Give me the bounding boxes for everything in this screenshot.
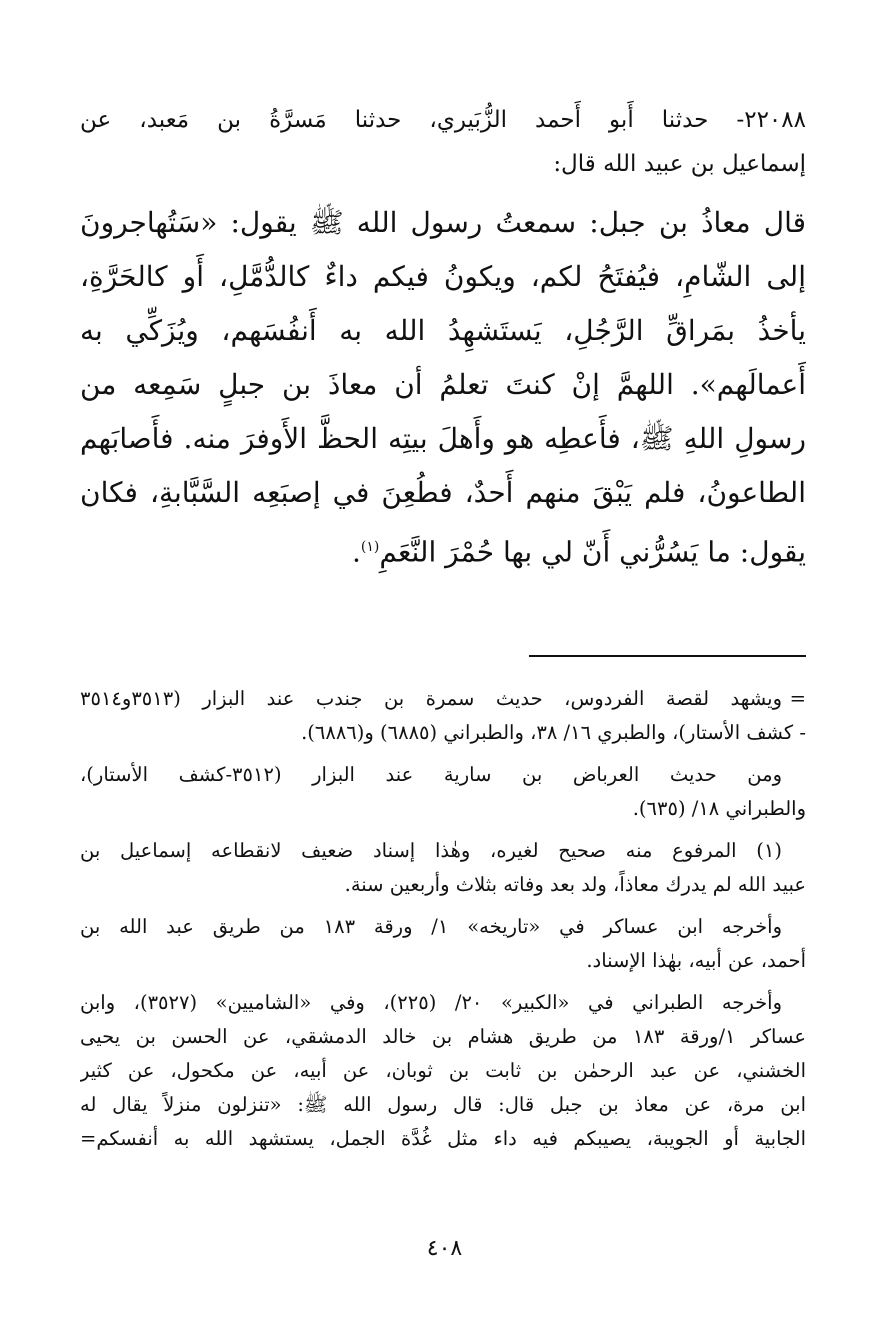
matn-line: قال معاذُ بن جبل: سمعتُ رسول الله ﷺ يقول: «سَتُهاجرونَ xyxy=(80,206,806,239)
matn-line-last xyxy=(80,520,806,579)
footnote-line: وأخرجه الطبراني في «الكبير» ٢٠/ (٢٢٥)، وفي «الشاميين» (٣٥٢٧)، وابن xyxy=(80,991,782,1014)
page-number: ٤٠٨ xyxy=(426,1236,463,1261)
footnote-line: ويشهد لقصة الفردوس، حديث سمرة بن جندب عند البزار (٣٥١٣و٣٥١٤ xyxy=(80,687,782,710)
footnote-line: ومن حديث العرباض بن سارية عند البزار (٣٥١٢-كشف الأستار)، xyxy=(80,763,782,786)
footnote-line: (١) المرفوع منه صحيح لغيره، وهٰذا إسناد ضعيف لانقطاعه إسماعيل بن xyxy=(80,839,782,862)
matn-line: رسولِ اللهِ ﷺ، فأَعطِه هو وأَهلَ بيتِه الحظَّ الأَوفرَ منه. فأَصابَهم xyxy=(80,422,806,455)
footnote-paragraph xyxy=(80,682,806,750)
footnote-line: وأخرجه ابن عساكر في «تاريخه» ١/ ورقة ١٨٣ من طريق عبد الله بن xyxy=(80,915,783,938)
matn-line: الطاعونُ، فلم يَبْقَ منهم أَحدٌ، فطُعِنَ في إصبَعِه السَّبَّابةِ، فكان xyxy=(80,476,806,509)
matn-line: إلى الشّامِ، فيُفتَحُ لكم، ويكونُ فيكم داءٌ كالدُّمَّلِ، أَو كالحَرَّةِ، xyxy=(80,260,806,293)
footnote-paragraph xyxy=(80,986,806,1156)
footnote-line: أحمد، عن أبيه، بهٰذا الإسناد. xyxy=(586,949,806,972)
footnote-line: الجابية أو الجويبة، يصيبكم فيه داء مثل غُدَّة الجمل، يستشهد الله به أنفسكم= xyxy=(80,1127,806,1150)
footnote-reference: (١) xyxy=(360,539,380,555)
footnote-line: عبيد الله لم يدرك معاذاً، ولد بعد وفاته بثلاث وأربعين سنة. xyxy=(344,873,806,896)
matn-last-text: يقول: ما يَسُرُّني أَنّ لي بها حُمْرَ النَّعَمِ xyxy=(379,535,806,569)
footnote-line: عساكر ١/ورقة ١٨٣ من طريق هشام بن خالد الدمشقي، عن الحسن بن يحيى xyxy=(80,1025,806,1048)
footnote-line: ابن مرة، عن معاذ بن جبل قال: قال رسول الله ﷺ: «تنزلون منزلاً يقال له xyxy=(80,1093,806,1116)
hadith-matn xyxy=(80,196,806,579)
final-period: . xyxy=(351,535,361,569)
footnotes xyxy=(80,682,806,1164)
matn-line: يأخذُ بمَراقِّ الرَّجُلِ، يَستَشهِدُ الله به أَنفُسَهم، ويُزَكِّي به xyxy=(80,314,806,347)
footnote-line: والطبراني ١٨/ (٦٣٥). xyxy=(632,797,806,820)
footnote-paragraph xyxy=(80,834,806,902)
footnote-line: الخشني، عن عبد الرحمٰن بن ثابت بن ثوبان، عن أبيه، عن مكحول، عن كثير xyxy=(80,1059,806,1082)
hadith-isnad xyxy=(80,98,806,186)
footnote-paragraph xyxy=(80,758,806,826)
continuation-mark: = xyxy=(789,687,806,710)
footnote-paragraph xyxy=(80,910,806,978)
isnad-line: ٢٢٠٨٨- حدثنا أَبو أَحمد الزُّبَيري، حدثنا مَسرَّةُ بن مَعبد، عن xyxy=(80,107,806,133)
isnad-line: إسماعيل بن عبيد الله قال: xyxy=(553,151,806,177)
footnote-separator xyxy=(529,655,806,657)
footnote-line: - كشف الأستار)، والطبري ١٦/ ٣٨، والطبراني (٦٨٨٥) و(٦٨٨٦). xyxy=(301,721,806,744)
matn-line: أَعمالَهم». اللهمَّ إنْ كنتَ تعلمُ أن معاذَ بن جبلٍ سَمِعه من xyxy=(80,368,806,401)
